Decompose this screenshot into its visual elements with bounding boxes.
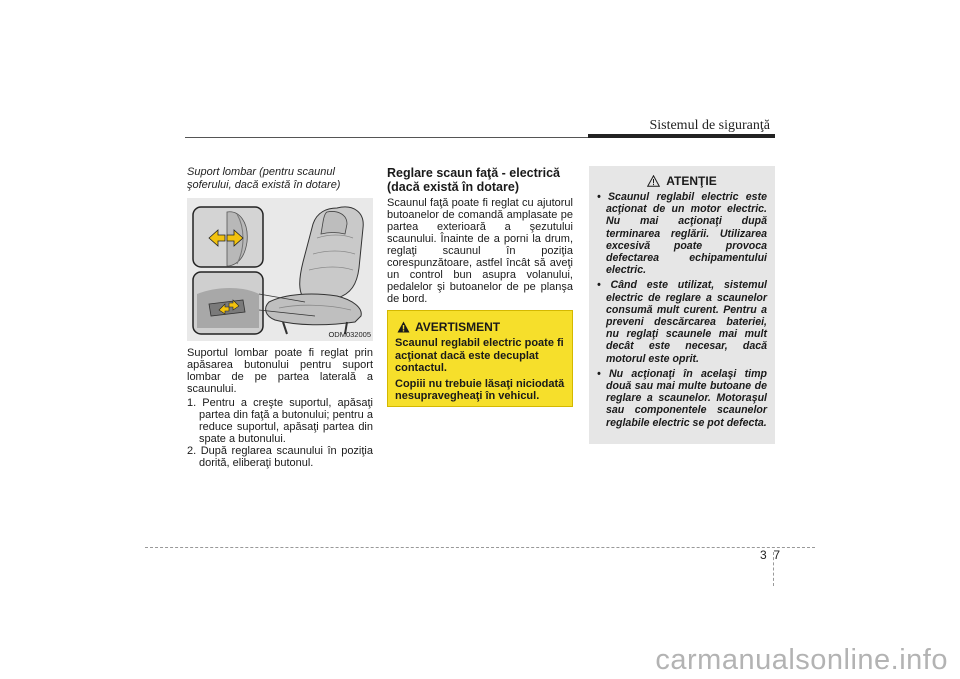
caution-item-3: • Nu acţionaţi în acelaşi timp două sau mai multe butoane de reglare a scaunelor. Motoraşul sau componentele scaunelor reglabile electric se pot defecta. <box>597 367 768 429</box>
electric-seat-column <box>387 166 573 305</box>
caution-item-3-text: Nu acţionaţi în acelaşi timp două sau mai multe butoane de reglare a scaunelor. Motoraşul sau componentele scaunelor reglabile electric se pot defecta. <box>606 367 768 429</box>
lumbar-column <box>187 166 373 469</box>
chapter-number: 3 <box>760 548 767 562</box>
warning-line-1: Scaunul reglabil electric poate fi acţionat dacă este decuplat contactul. <box>395 337 564 374</box>
page-number <box>760 548 780 562</box>
lumbar-subheading: Suport lombar (pentru scaunul şoferului, dacă există în dotare) <box>187 166 341 191</box>
electric-seat-body: Scaunul faţă poate fi reglat cu ajutorul butoanelor de comandă amplasate pe partea exterioară a şezutului scaunului. Înainte de a porni la drum, reglaţi scaunul în poziţia corespunzătoare, astfel încât să aveţi un control bun asupra volanului, pedalelor şi butoanelor de pe planşa de bord. <box>387 197 573 305</box>
watermark: carmanualsonline.info <box>655 644 948 676</box>
caution-box <box>589 166 775 444</box>
caution-title: ATENŢIE <box>666 174 717 188</box>
page-number-value: 7 <box>773 548 781 562</box>
caution-item-2: • Când este utilizat, sistemul electric de reglare a scaunelor consumă mult curent. Pentru a preveni descărcarea bateriei, nu reglaţi scaunele mai mult decât este necesar, dacă motorul este oprit. <box>597 279 767 365</box>
warning-title: AVERTISMENT <box>415 320 501 334</box>
caution-header <box>597 174 767 188</box>
section-title: Sistemul de siguranţă <box>649 118 770 133</box>
caution-list <box>597 191 767 429</box>
seat-illustration <box>187 198 373 341</box>
warning-triangle-icon <box>397 321 410 333</box>
warning-line-2: Copiii nu trebuie lăsaţi niciodată nesupravegheaţi în vehicul. <box>395 377 565 402</box>
electric-seat-title: Reglare scaun faţă - electrică (dacă există în dotare) <box>387 166 560 194</box>
figure-code: ODM032005 <box>328 330 371 339</box>
page-number-divider <box>773 552 774 586</box>
lumbar-steps <box>187 397 373 469</box>
caution-item-2-text: Când este utilizat, sistemul electric de reglare a scaunelor consumă mult curent. Pentru a preveni descărcarea bateriei, nu reglaţi scaunele mai mult decât este necesar, dacă motorul este oprit. <box>606 279 767 365</box>
caution-item-1-text: Scaunul reglabil electric este acţionat de un motor electric. Nu mai acţionaţi după terminarea reglării. Utilizarea excesivă poate provoca defectarea echipamentului electric. <box>606 191 767 277</box>
warning-box <box>387 310 573 407</box>
lumbar-step-2: 2. După reglarea scaunului în poziţia dorită, eliberaţi butonul. <box>187 445 373 469</box>
lumbar-step-1: 1. Pentru a creşte suportul, apăsaţi partea din faţă a butonului; pentru a reduce suportul, apăsaţi partea din spate a butonului. <box>187 397 373 445</box>
header-rule-accent <box>588 134 775 138</box>
footer-rule <box>145 547 815 548</box>
caution-item-1: • Scaunul reglabil electric este acţionat de un motor electric. Nu mai acţionaţi după terminarea reglării. Utilizarea excesivă poate provoca defectarea echipamentului electric. <box>597 191 767 277</box>
caution-triangle-icon <box>647 175 660 187</box>
warning-header <box>397 320 566 334</box>
lumbar-intro: Suportul lombar poate fi reglat prin apăsarea butonului pentru suport lombar de pe partea laterală a scaunului. <box>187 347 373 395</box>
lumbar-figure <box>187 198 373 341</box>
